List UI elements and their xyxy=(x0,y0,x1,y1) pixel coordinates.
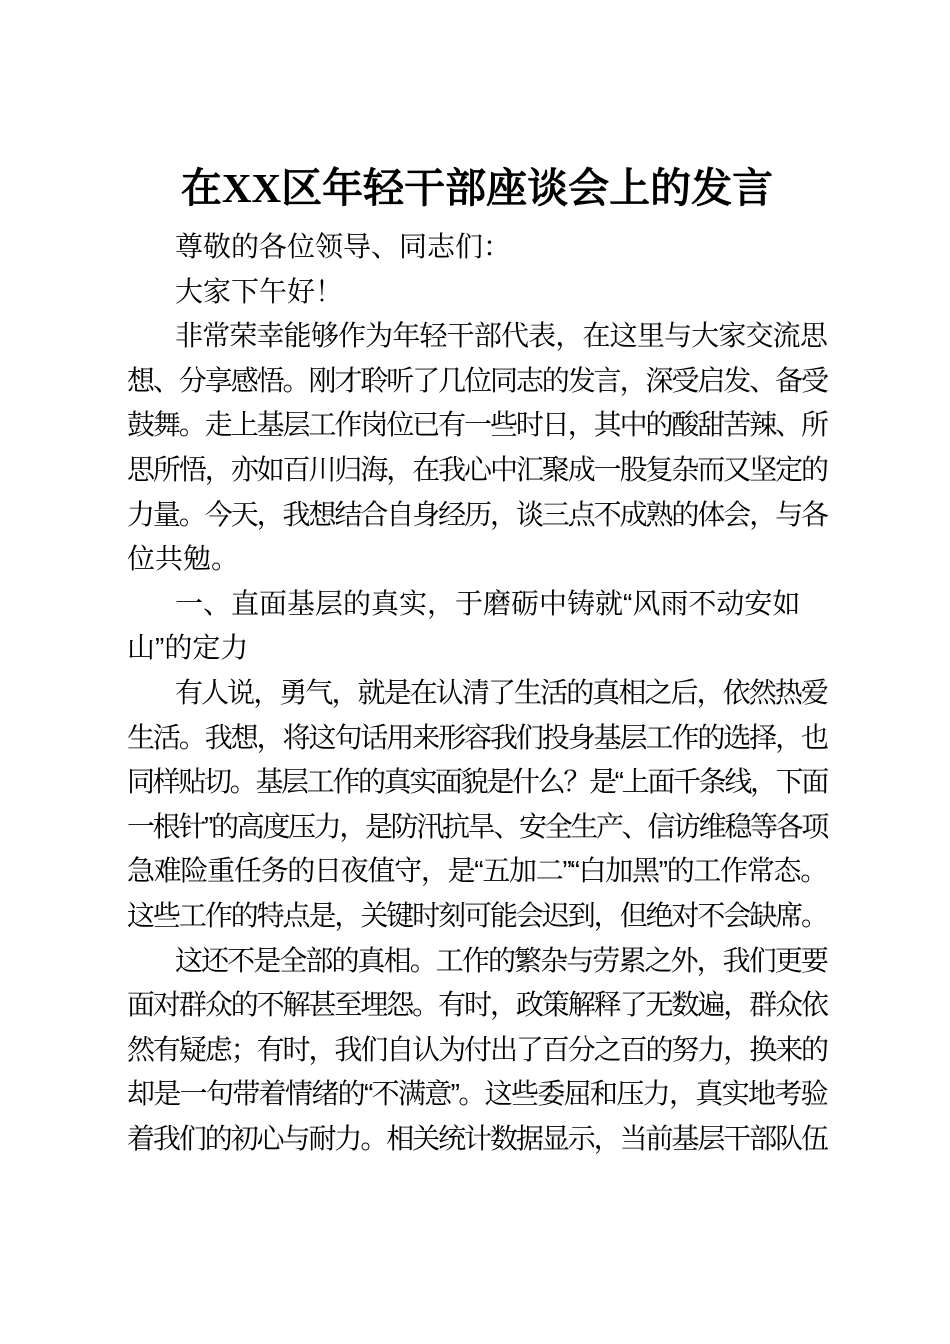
text-line xyxy=(127,359,827,404)
text-line xyxy=(127,760,827,805)
text-line-content: 非常荣幸能够作为年轻干部代表，在这里与大家交流思 xyxy=(175,320,827,352)
text-line-content: 却是一句带着情绪的“不满意”。这些委屈和压力，真实地考验 xyxy=(127,1078,827,1110)
text-line-content: 力量。今天，我想结合自身经历，谈三点不成熟的体会，与各 xyxy=(127,498,827,530)
text-line-content: 山”的定力 xyxy=(127,632,249,664)
text-line xyxy=(127,894,827,939)
text-line-content: 鼓舞。走上基层工作岗位已有一些时日，其中的酸甜苦辣、所 xyxy=(127,409,827,441)
text-line-content: 同样贴切。基层工作的真实面貌是什么？是“上面千条线，下面 xyxy=(127,766,827,798)
section-heading xyxy=(127,582,827,671)
text-line xyxy=(127,983,827,1028)
text-line xyxy=(127,716,827,761)
text-line-content: 面对群众的不解甚至埋怨。有时，政策解释了无数遍，群众依 xyxy=(127,989,827,1021)
paragraph-greeting xyxy=(127,270,827,315)
text-line xyxy=(127,582,827,627)
text-line xyxy=(127,537,827,582)
text-line-content: 一、直面基层的真实，于磨砺中铸就“风雨不动安如 xyxy=(175,587,801,619)
paragraph-body xyxy=(127,671,827,939)
paragraph-body xyxy=(127,314,827,582)
text-line xyxy=(127,939,827,984)
text-line xyxy=(127,671,827,716)
text-line-content: 位共勉。 xyxy=(127,543,240,575)
text-line xyxy=(127,805,827,850)
paragraph-body xyxy=(127,939,827,1162)
text-line-content: 一根针”的高度压力，是防汛抗旱、安全生产、信访维稳等各项 xyxy=(127,810,827,842)
text-line xyxy=(127,1117,827,1162)
text-line-content: 着我们的初心与耐力。相关统计数据显示，当前基层干部队伍 xyxy=(127,1122,827,1154)
text-line xyxy=(127,314,827,359)
text-line xyxy=(127,403,827,448)
text-line xyxy=(127,493,827,538)
text-line-content: 思所悟，亦如百川归海，在我心中汇聚成一股复杂而又坚定的 xyxy=(127,453,827,485)
text-line-content: 大家下午好！ xyxy=(175,275,344,307)
text-line-content: 想、分享感悟。刚才聆听了几位同志的发言，深受启发、备受 xyxy=(127,364,827,396)
text-line xyxy=(127,225,827,270)
text-line-content: 急难险重任务的日夜值守，是“五加二”“白加黑”的工作常态。 xyxy=(127,855,827,887)
text-line-content: 然有疑虑；有时，我们自认为付出了百分之百的努力，换来的 xyxy=(127,1033,827,1065)
text-line-content: 尊敬的各位领导、同志们： xyxy=(175,231,512,262)
paragraph-salutation xyxy=(127,225,827,270)
text-line-content: 有人说，勇气，就是在认清了生活的真相之后，依然热爱 xyxy=(175,676,827,708)
text-line xyxy=(127,448,827,493)
text-line-content: 这还不是全部的真相。工作的繁杂与劳累之外，我们更要 xyxy=(175,944,827,976)
text-line xyxy=(127,270,827,315)
text-line-content: 生活。我想，将这句话用来形容我们投身基层工作的选择，也 xyxy=(127,721,827,753)
text-line xyxy=(127,849,827,894)
text-line xyxy=(127,626,827,671)
text-line xyxy=(127,1028,827,1073)
text-line xyxy=(127,1072,827,1117)
text-line-content: 这些工作的特点是，关键时刻可能会迟到，但绝对不会缺席。 xyxy=(127,899,827,931)
document-title: 在XX区年轻干部座谈会上的发言 xyxy=(180,165,774,211)
document-body xyxy=(127,225,827,1161)
